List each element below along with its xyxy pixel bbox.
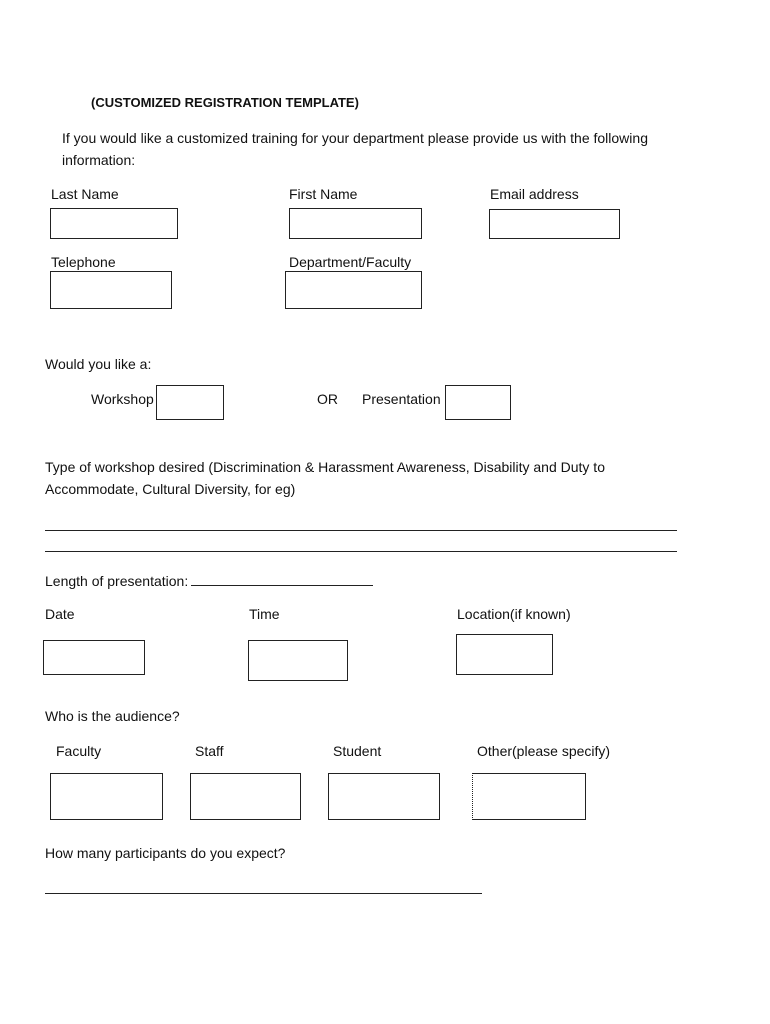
date-label: Date — [45, 606, 75, 622]
telephone-field[interactable] — [50, 271, 172, 309]
telephone-label: Telephone — [51, 254, 116, 270]
format-question: Would you like a: — [45, 356, 152, 372]
other-field[interactable] — [472, 773, 586, 820]
presentation-checkbox[interactable] — [445, 385, 511, 420]
workshop-checkbox[interactable] — [156, 385, 224, 420]
audience-question: Who is the audience? — [45, 708, 180, 724]
participants-answer-line[interactable] — [45, 893, 482, 894]
faculty-label: Faculty — [56, 743, 102, 759]
workshop-type-line-1: Type of workshop desired (Discrimination & Harassment Awareness, Disability and Duty to — [45, 459, 605, 475]
length-row — [45, 572, 373, 589]
date-field[interactable] — [43, 640, 145, 675]
student-field[interactable] — [328, 773, 440, 820]
location-label: Location(if known) — [457, 606, 571, 622]
department-field[interactable] — [285, 271, 422, 309]
workshop-type-answer-line-2[interactable] — [45, 551, 677, 552]
email-field[interactable] — [489, 209, 620, 239]
time-field[interactable] — [248, 640, 348, 681]
or-label: OR — [317, 391, 338, 407]
staff-label: Staff — [195, 743, 224, 759]
last-name-label: Last Name — [51, 186, 119, 202]
last-name-field[interactable] — [50, 208, 178, 239]
length-label: Length of presentation: — [45, 573, 189, 589]
intro-line-2: information: — [62, 152, 136, 168]
student-label: Student — [333, 743, 382, 759]
other-label: Other(please specify) — [477, 743, 611, 759]
presentation-label: Presentation — [362, 391, 441, 407]
length-answer-line[interactable] — [191, 572, 373, 586]
department-label: Department/Faculty — [289, 254, 412, 270]
first-name-label: First Name — [289, 186, 358, 202]
location-field[interactable] — [456, 634, 553, 675]
participants-question: How many participants do you expect? — [45, 845, 286, 861]
workshop-type-answer-line-1[interactable] — [45, 530, 677, 531]
email-label: Email address — [490, 186, 579, 202]
workshop-label: Workshop — [91, 391, 154, 407]
intro-line-1: If you would like a customized training for your department please provide us with the following — [62, 130, 648, 146]
staff-field[interactable] — [190, 773, 301, 820]
workshop-type-line-2: Accommodate, Cultural Diversity, for eg) — [45, 481, 296, 497]
page-title: (CUSTOMIZED REGISTRATION TEMPLATE) — [91, 95, 359, 110]
time-label: Time — [249, 606, 280, 622]
faculty-field[interactable] — [50, 773, 163, 820]
first-name-field[interactable] — [289, 208, 422, 239]
